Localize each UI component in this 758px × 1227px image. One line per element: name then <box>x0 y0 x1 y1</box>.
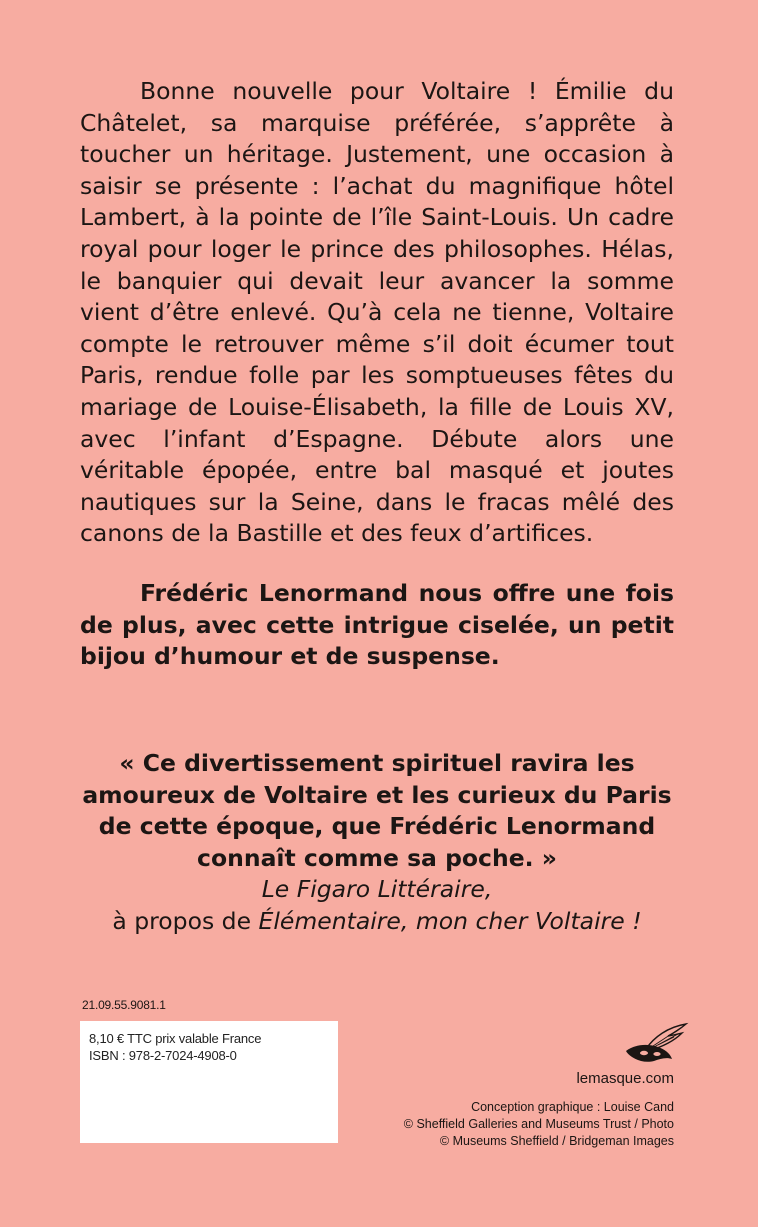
price-label: 8,10 € TTC prix valable France <box>89 1031 262 1046</box>
quote-about-title: Élémentaire, mon cher Voltaire ! <box>258 906 642 935</box>
back-cover-blurb: Bonne nouvelle pour Voltaire ! Émilie du Châtelet, sa marquise préférée, s’apprête à toucher un héritage. Justement, une occasion à saisir se présente : l’achat du magnifique hôtel Lambert, à la pointe de l’île Saint-Louis. Un cadre royal pour loger le prince des philosophes. Hélas, le banquier qui devait leur avancer la somme vient d’être enlevé. Qu’à cela ne tienne, Voltaire compte le retrouver même s’il doit écumer tout Paris, rendue folle par les somptueuses fêtes du mariage de Louise-Élisabeth, la fille de Louis XV, avec l’infant d’Espagne. Débute alors une véritable épopée, entre bal masqué et joutes nautiques sur la Seine, dans le fracas mêlé des canons de la Bastille et des feux d’artifices. <box>80 77 674 548</box>
masked-quill-icon <box>624 1021 690 1065</box>
isbn-label: ISBN : 978-2-7024-4908-0 <box>89 1048 237 1063</box>
publisher-website: lemasque.com <box>576 1070 674 1087</box>
quote-about-prefix: à propos de <box>112 906 259 935</box>
credit-line: © Museums Sheffield / Bridgeman Images <box>439 1134 674 1148</box>
credit-line: © Sheffield Galleries and Museums Trust / Photo <box>403 1117 674 1131</box>
image-credits <box>350 1099 674 1150</box>
author-tagline: Frédéric Lenormand nous offre une fois de plus, avec cette intrigue ciselée, un petit bijou d’humour et de suspense. <box>80 579 674 671</box>
quote-source: Le Figaro Littéraire, <box>261 875 493 903</box>
press-quote: « Ce divertissement spirituel ravira les amoureux de Voltaire et les curieux du Paris de cette époque, que Frédéric Lenormand connaît comme sa poche. » <box>82 749 672 872</box>
product-code: 21.09.55.9081.1 <box>82 998 166 1012</box>
price-box <box>80 1021 338 1143</box>
credit-line: Conception graphique : Louise Cand <box>471 1100 674 1114</box>
quote-attribution <box>80 874 674 937</box>
